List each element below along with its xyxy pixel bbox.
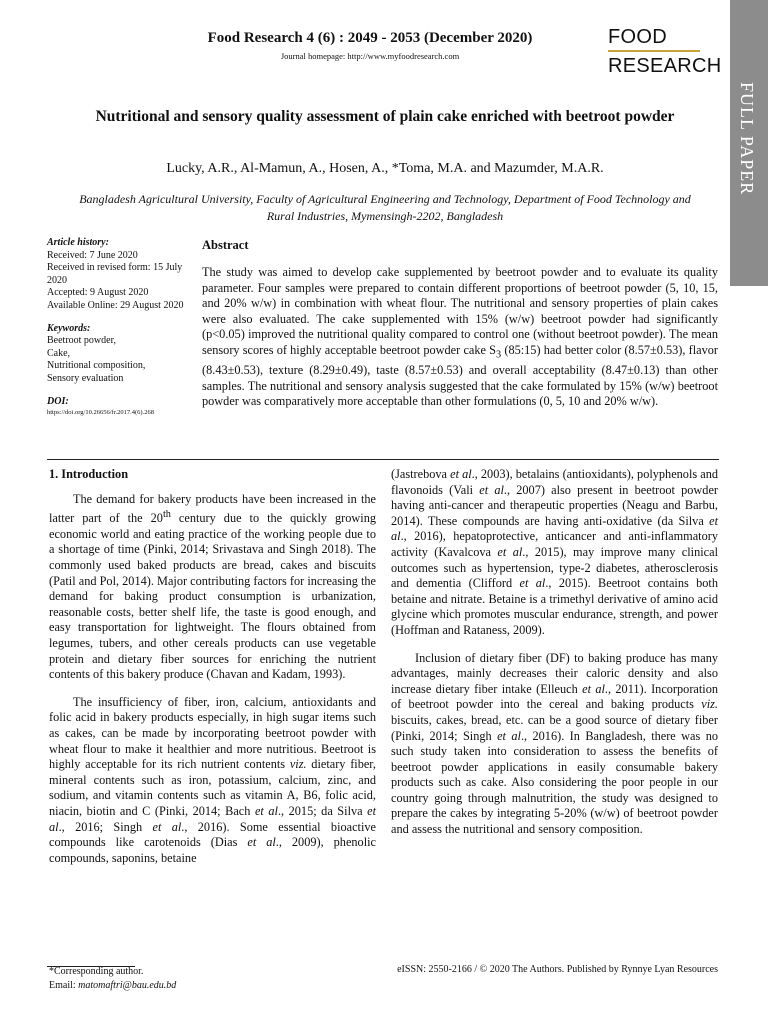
doi-link[interactable]: https://doi.org/10.26656/fr.2017.4(6).268: [47, 409, 154, 417]
paragraph: The insufficiency of fiber, iron, calcium, antioxidants and folic acid in bakery products especially, in high sugar items such as cakes, can be made by incorporating beetroot powder with wheat flour to make it healthier and more nutritious. Beetroot is highly acceptable for its rich nutrient contents viz. dietary fiber, mineral contents such as iron, potassium, calcium, zinc, and sodium, and vitamin contents such as vitamin A, B6, folic acid, niacin, biotin and C (Pinki, 2014; Bach et al., 2015; da Silva et al., 2016; Singh et al., 2016). Some essential bioactive compounds like carotenoids (Dias et al., 2009), phenolic compounds, saponins, betaine: [49, 694, 377, 865]
eissn-copyright: eISSN: 2550-2166 / © 2020 The Authors. Published by Rynnye Lyan Resources: [397, 964, 718, 975]
subscript: 3: [496, 349, 502, 361]
full-paper-label: FULL PAPER: [737, 82, 757, 196]
history-online: Available Online: 29 August 2020: [47, 299, 184, 311]
history-accepted: Accepted: 9 August 2020: [47, 287, 149, 299]
abstract-heading: Abstract: [202, 238, 249, 252]
author-affiliation: Bangladesh Agricultural University, Faculty of Agricultural Engineering and Technology, Department of Food Technology and Rural Industries, Mymensingh-2202, Bangladesh: [79, 192, 691, 223]
paragraph: The demand for bakery products have been increased in the latter part of the 20th century due to the quickly growing economic world and eating practice of the working people due to a shortage of time (Pinki, 2014; Srivastava and Singh 2018). The commonly used baked products are bread, cakes and biscuits (Patil and Pol, 2014). Major contributing factors for increasing the demand for baking product consumption is urbanization, reasonable costs, better shelf life, the taste is good enough, and easy transportation for lightweight. The flours obtained from legumes, tubers, and other cereals products can use vegetable protein and dietary fiber sources for enriching the nutrient contents of this bakery produce (Chavan and Kadam, 1993).: [49, 491, 376, 682]
keyword-item: Sensory evaluation: [47, 372, 124, 384]
body-column-left: [49, 467, 376, 878]
paragraph: (Jastrebova et al., 2003), betalains (antioxidants), polyphenols and flavonoids (Vali et al., 2007) also present in beetroot powder having anti-cancer and therapeutic properties (Neagu and Barbu, 2014). These compounds are having anti-oxidative (da Silva et al., 2016), hepatoprotective, anticancer and anti-inflammatory activity (Kavalcova et al., 2015), may improve many clinical outcomes such as hypertension, type-2 diabetes, atherosclerosis and dementia (Clifford et al., 2015). Beetroot contains both betaine and nitrate. Betaine is a trimethyl derivative of amino acid glycine which promotes muscular endurance, strength, and power (Hoffman and Rataness, 2009).: [391, 467, 719, 637]
keywords-heading: Keywords:: [47, 322, 91, 334]
paragraph: Inclusion of dietary fiber (DF) to baking produce has many advantages, mainly decreases their caloric density and also increase dietary fiber intake (Elleuch et al., 2011). Incorporation of beetroot powder into the cereal and baking products viz. biscuits, cakes, bread, etc. can be a good source of dietary fiber (Pinki, 2014; Singh et al., 2016). In Bangladesh, there was no such study taken into consideration to assess the benefits of beetroot powder applications in easily consumable bakery products such as cake. Also considering the poor people in our country going through malnutrition, the study was designed to prepare the cakes by integrating 5-20% (w/w) of beetroot powder and assess the nutritional and sensory composition.: [391, 650, 719, 837]
keyword-item: Beetroot powder,: [47, 335, 117, 347]
email-link[interactable]: matomaftri@bau.edu.bd: [78, 980, 177, 991]
corresponding-author-note: *Corresponding author.: [49, 966, 144, 977]
article-history-heading: Article history:: [47, 237, 109, 248]
keyword-item: Cake,: [47, 347, 71, 359]
history-received: Received: 7 June 2020: [47, 249, 138, 261]
full-paper-tab: [730, 0, 768, 286]
logo-line-food: FOOD: [608, 26, 667, 48]
section-divider: [47, 459, 719, 460]
journal-title: Food Research 4 (6) : 2049 - 2053 (December 2020): [207, 30, 533, 46]
paper-title: Nutritional and sensory quality assessment of plain cake enriched with beetroot powder: [95, 108, 675, 125]
history-revised: Received in revised form: 15 July 2020: [47, 262, 183, 286]
body-column-right: [391, 467, 718, 850]
journal-logo: [608, 26, 722, 77]
logo-line-research: RESEARCH: [608, 55, 722, 77]
introduction-heading: 1. Introduction: [49, 467, 129, 481]
article-info: [47, 237, 187, 417]
keyword-item: Nutritional composition,: [47, 360, 146, 372]
doi-heading: DOI:: [47, 395, 69, 407]
corresponding-email: Email: matomaftri@bau.edu.bd: [49, 980, 177, 991]
author-list: Lucky, A.R., Al-Mamun, A., Hosen, A., *Toma, M.A. and Mazumder, M.A.R.: [166, 161, 604, 176]
abstract-text: The study was aimed to develop cake supplemented by beetroot powder and to evaluate its quality parameter. Four samples were prepared to contain different proportions of beetroot powder (5, 10, 15, and 20% w/w) in combination with wheat flour. The nutritional and sensory properties of plain cakes were also evaluated. The cake supplemented with 15% (w/w) beetroot powder had significantly (p<0.05) improved the nutritional quality compared to control one (without beetroot powder). The mean sensory scores of highly acceptable beetroot powder cake $S_3$ (85:15) had better color (8.57±0.53), flavor (8.43±0.53), texture (8.29±0.49), taste (8.57±0.53) and overall acceptability (8.47±0.13) than other samples. The nutritional and sensory analysis suggested that the cake formulated by 15% (w/w) beetroot powder was comparatively more acceptable than other formulations (0, 5, 10 and 20% w/w).: [202, 265, 718, 409]
journal-homepage[interactable]: Journal homepage: http://www.myfoodresearch.com: [280, 51, 460, 61]
logo-divider: [608, 50, 700, 52]
